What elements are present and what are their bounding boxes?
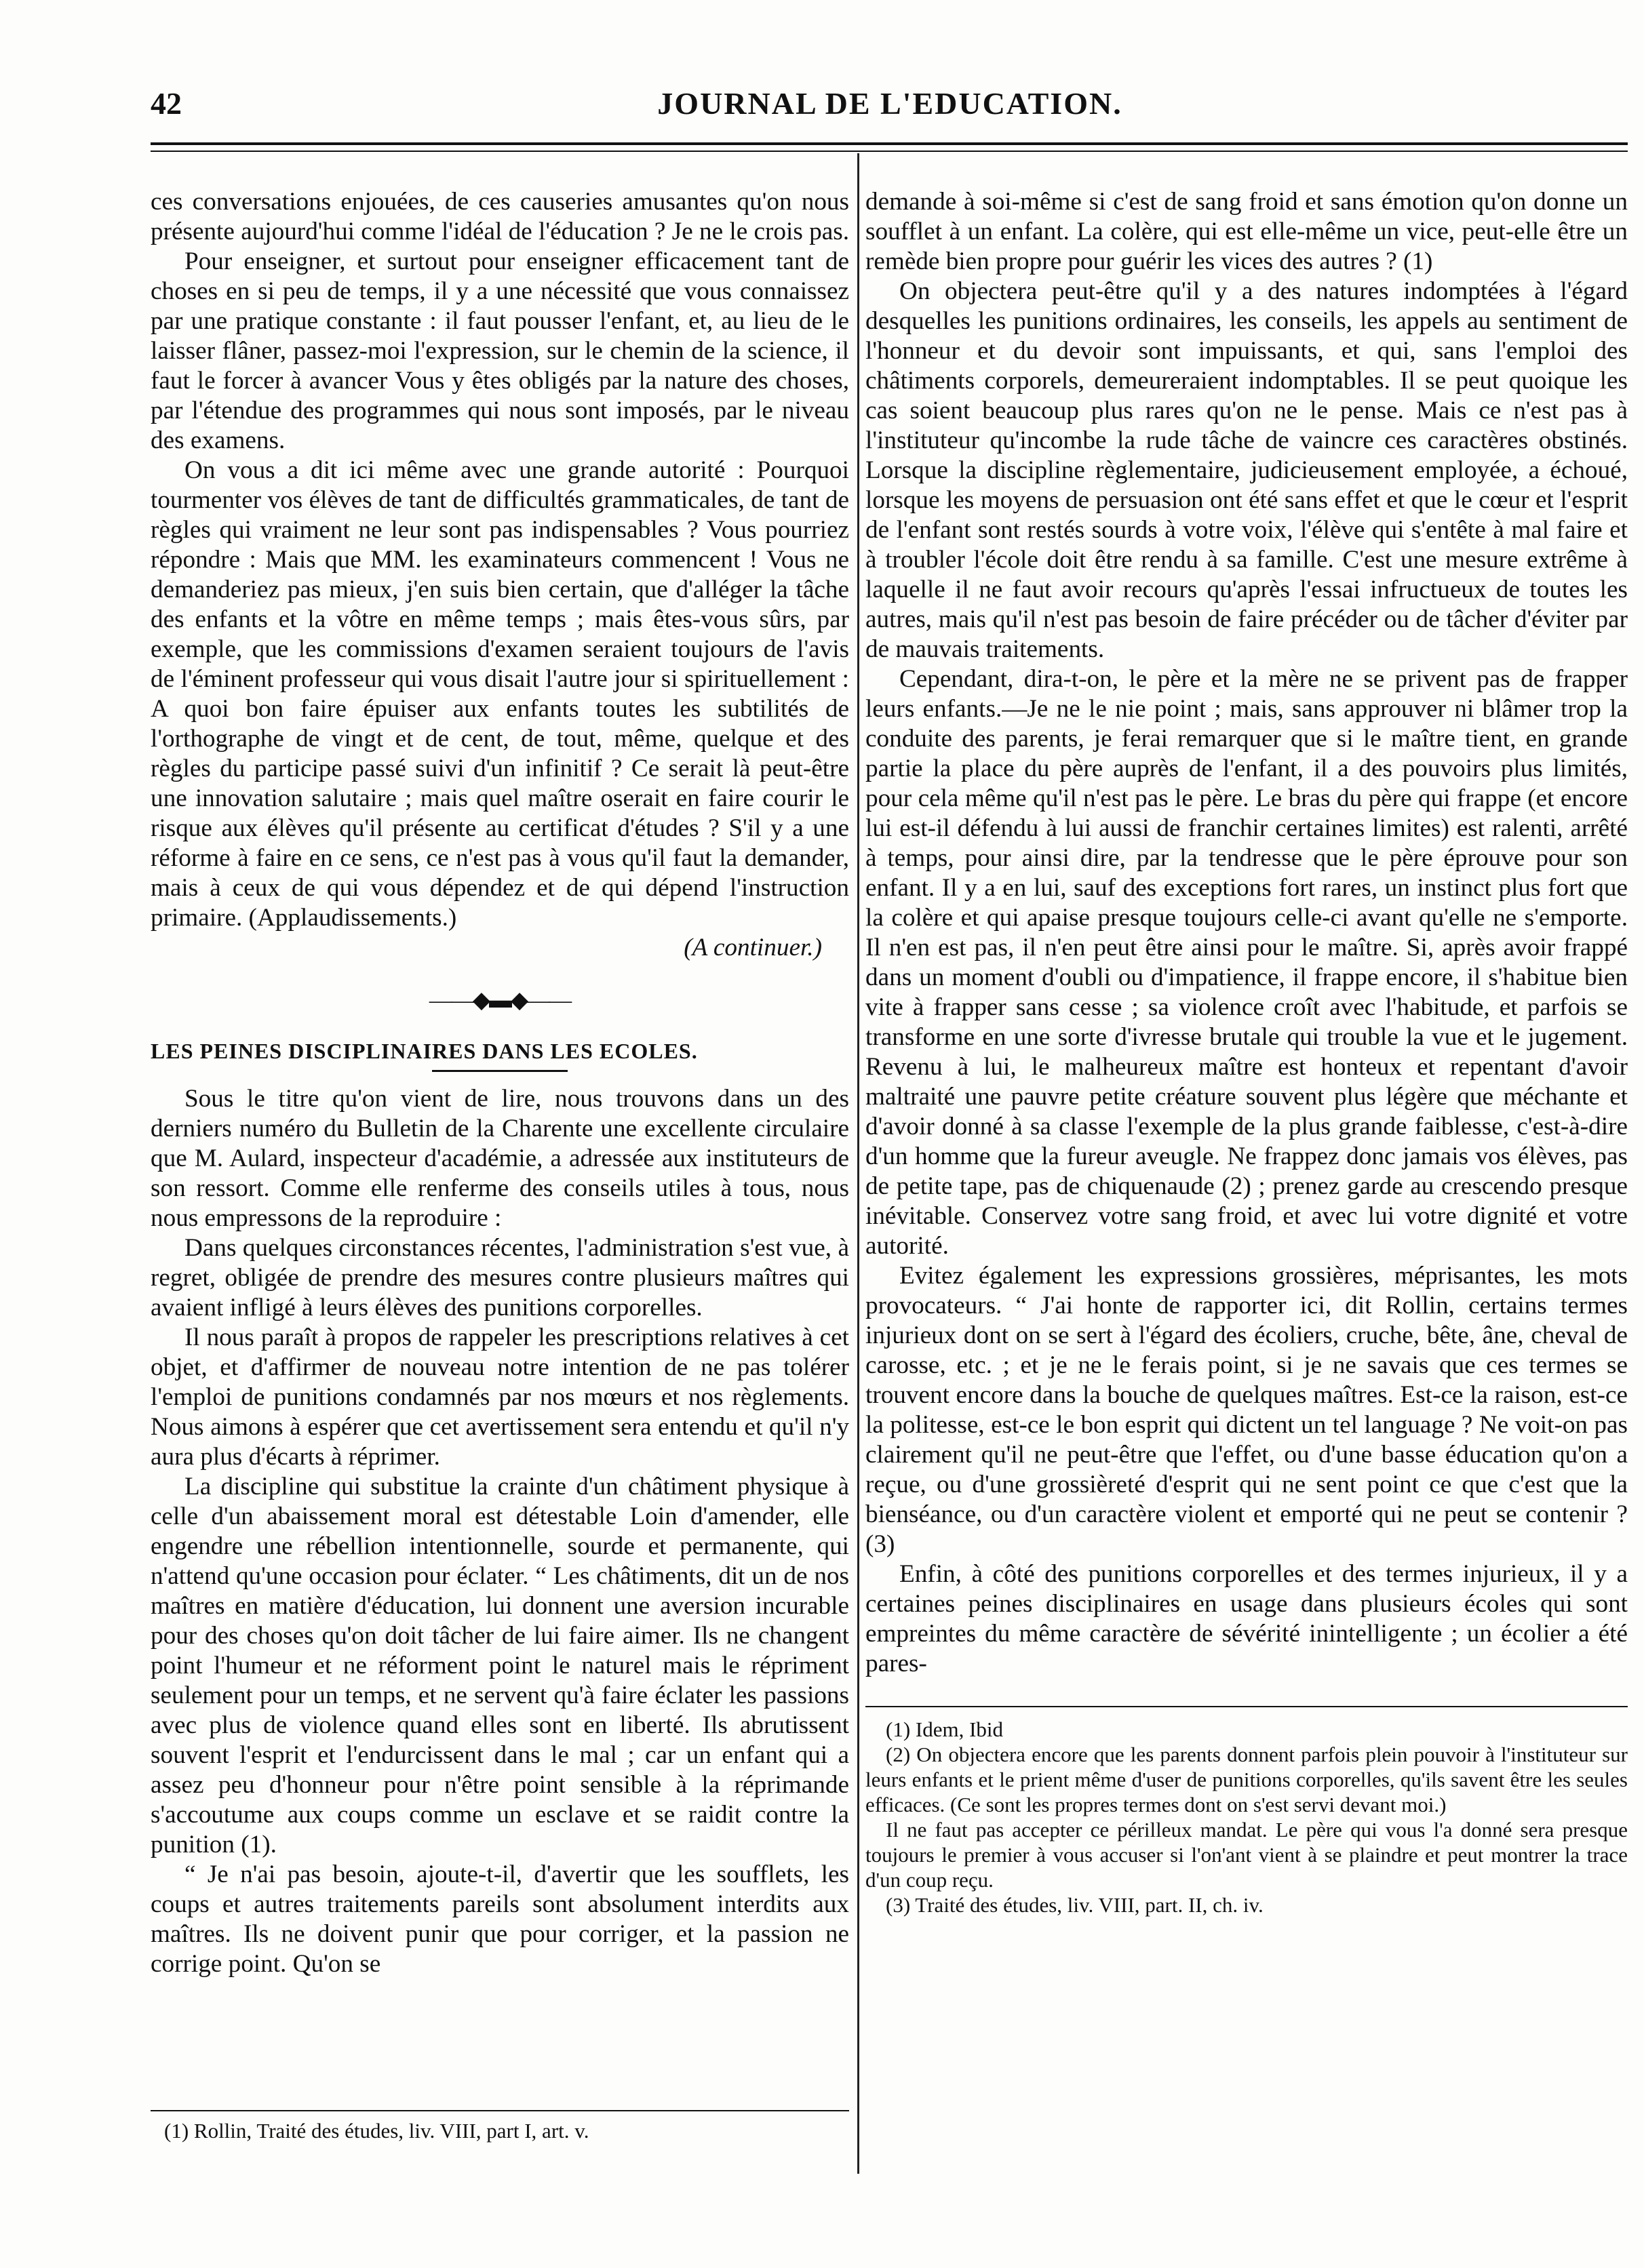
paragraph: Sous le titre qu'on vient de lire, nous trouvons dans un des derniers numéro du Bulletin de la Charente une excellente circulaire que M. Aulard, inspecteur d'académie, a adressée aux instituteurs de son ressort. Comme elle renferme des conseils utiles à tous, nous nous empressons de la reproduire : bbox=[151, 1085, 849, 1232]
paragraph: Dans quelques circonstances récentes, l'administration s'est vue, à regret, obligée de prendre des mesures contre plusieurs maîtres qui avaient infligé à leurs élèves des punitions corporelles. bbox=[151, 1234, 849, 1321]
paragraph: On vous a dit ici même avec une grande autorité : Pourquoi tourmenter vos élèves de tant de difficultés grammaticales, de tant de règles qui vraiment ne leur sont pas indispensables ? Vous pourriez répondre : Mais que MM. les examinateurs commencent ! Vous ne demanderiez pas mieux, j'en suis bien certain, que d'alléger la tâche des enfants et la vôtre en même temps ; mais êtes-vous sûrs, par exemple, que les commissions d'examen seraient toujours de l'avis de l'éminent professeur qui vous disait l'autre jour si spirituellement : A quoi bon faire épuiser aux enfants toutes les subtilités de l'orthographe de vingt et de cent, de tout, même, quelque et des règles du participe passé suivi d'un infinitif ? Ce serait là peut-être une innovation salutaire ; mais quel maître oserait en faire courir le risque aux élèves qu'il présente au certificat d'études ? S'il y a une réforme à faire en ce sens, ce n'est pas à vous qu'il faut la demander, mais à ceux de qui vous dépendez et de qui dépend l'instruction primaire. (Applaudissements.) bbox=[151, 456, 849, 932]
footnote: (2) On objectera encore que les parents donnent parfois plein pouvoir à l'instituteur sur leurs enfants et le prient même d'user de punitions corporelles, qu'ils savent être les seules efficaces. (Ce sont les propres termes dont on s'est servi devant moi.) bbox=[865, 1743, 1628, 1816]
paragraph: Pour enseigner, et surtout pour enseigner efficacement tant de choses en si peu de temps, il y a une nécessité que vous connaissez par une pratique constante : il faut pousser l'enfant, et, au lieu de le laisser flâner, passez-moi l'expression, sur le chemin de la science, il faut le forcer à avancer Vous y êtes obligés par la nature des choses, par l'étendue des programmes qui nous sont imposés, par le niveau des examens. bbox=[151, 247, 849, 454]
continuation-note: (A continuer.) bbox=[684, 934, 822, 961]
header-rule-bottom bbox=[151, 151, 1628, 152]
footnote: Il ne faut pas accepter ce périlleux mandat. Le père qui vous l'a donné sera presque toujours le premier à vous accuser si l'on'ant vient à se plaindre et peut montrer la trace d'un coup reçu. bbox=[865, 1818, 1628, 1892]
section-ornament: ——◆▬◆—— bbox=[429, 988, 571, 1013]
right-column bbox=[865, 187, 1628, 1917]
paragraph: Enfin, à côté des punitions corporelles et des termes injurieux, il y a certaines peines disciplinaires en usage dans plusieurs écoles qui sont empreintes du même caractère de sévérité inintelligente ; un écolier a été pares- bbox=[865, 1560, 1628, 1677]
footnote-text: (1) Rollin, Traité des études, liv. VIII, part I, art. v. bbox=[164, 2119, 589, 2143]
right-footnotes bbox=[865, 1706, 1628, 1917]
footnote: (3) Traité des études, liv. VIII, part. II, ch. iv. bbox=[886, 1893, 1264, 1917]
left-column bbox=[151, 187, 849, 1979]
paragraph: On objectera peut-être qu'il y a des natures indomptées à l'égard desquelles les punitions ordinaires, les conseils, les appels au sentiment de l'honneur et du devoir sont impuissants, et qui, sans l'emploi des châtiments corporels, demeureraient indomptables. Il se peut quoique les cas soient beaucoup plus rares qu'on ne le pense. Mais ce n'est pas à l'instituteur qu'incombe la rude tâche de vaincre ces caractères obstinés. Lorsque la discipline règlementaire, judicieusement employée, a échoué, lorsque les moyens de persuasion ont été sans effet et que le cœur et l'esprit de l'enfant sont restés sourds à votre voix, l'élève qui s'entête à mal faire et à troubler l'école doit être rendu à sa famille. C'est une mesure extrême à laquelle il ne faut avoir recours qu'après l'essai infructueux de toutes les autres, mais qu'il n'est pas besoin de faire précéder ou de tâcher d'éviter par de mauvais traitements. bbox=[865, 277, 1628, 663]
section-title: LES PEINES DISCIPLINAIRES DANS LES ECOLES. bbox=[151, 1039, 698, 1063]
title-rule bbox=[432, 1070, 568, 1072]
paragraph: La discipline qui substitue la crainte d'un châtiment physique à celle d'un abaissement moral est détestable Loin d'amender, elle engendre une rébellion intentionnelle, sourde et permanente, qui n'attend qu'une occasion pour éclater. “ Les châtiments, dit un de nos maîtres en matière d'éducation, lui donnent une aversion incurable pour des choses qu'on doit tâcher de lui faire aimer. Ils ne changent point l'humeur et ne réforment point le naturel mais le répriment seulement pour un temps, et ne servent qu'à faire éclater les passions avec plus de violence quand elles sont en liberté. Ils abrutissent souvent l'esprit et l'endurcissent dans le mal ; car un enfant qui a assez peu d'honneur pour n'être point sensible à la réprimande s'accoutume aux coups comme un esclave et se raidit contre la punition (1). bbox=[151, 1473, 849, 1858]
paragraph: Cependant, dira-t-on, le père et la mère ne se privent pas de frapper leurs enfants.—Je ne le nie point ; mais, sans approuver ni blâmer trop la conduite des parents, je ferai remarquer que si le maître tient, en grande partie la place du père auprès de l'enfant, il a des pouvoirs plus limités, pour cela même qu'il n'est pas le père. Le bras du père qui frappe (et encore lui est-il défendu à lui aussi de franchir certaines limites) est ralenti, arrêté à temps, pour ainsi dire, par la tendresse que le père éprouve pour son enfant. Il y a en lui, sauf des exceptions fort rares, un instinct plus fort que la colère et qui apaise presque toujours celle-ci avant qu'elle ne s'emporte. Il n'en est pas, il n'en peut être ainsi pour le maître. Si, après avoir frappé dans un moment d'oubli ou d'impatience, il frappe encore, il s'habitue bien vite à frapper sans cesse ; sa violence croît avec l'habitude, et parfois se transforme en une sorte d'ivresse brutale qui trouble la vue et le jugement. Revenu à lui, le malheureux maître est honteux et repentant d'avoir maltraité une pauvre petite créature souvent plus légère que méchante et d'avoir donné à sa classe l'exemple de la plus grande faiblesse, c'est-à-dire d'un homme que la fureur aveugle. Ne frappez donc jamais vos élèves, pas de petite tape, pas de chiquenaude (2) ; prenez garde au crescendo presque inévitable. Conservez votre sang froid, et avec lui votre dignité et votre autorité. bbox=[865, 665, 1628, 1260]
paragraph: Il nous paraît à propos de rappeler les prescriptions relatives à cet objet, et d'affirmer de nouveau notre intention de ne pas tolérer l'emploi de punitions condamnés par nos mœurs et nos règlements. Nous aimons à espérer que cet avertissement sera entendu et qu'il n'y aura plus d'écarts à réprimer. bbox=[151, 1324, 849, 1471]
column-divider bbox=[857, 153, 859, 2174]
page-header bbox=[151, 80, 1629, 134]
paragraph: demande à soi-même si c'est de sang froid et sans émotion qu'on donne un soufflet à un enfant. La colère, qui est elle-même un vice, peut-elle être un remède bien propre pour guérir les vices des autres ? (1) bbox=[865, 188, 1628, 275]
paragraph: “ Je n'ai pas besoin, ajoute-t-il, d'avertir que les soufflets, les coups et autres traitements pareils sont absolument interdits aux maîtres. Ils ne doivent punir que pour corriger, et la passion ne corrige point. Qu'on se bbox=[151, 1861, 849, 1978]
header-rule-top bbox=[151, 142, 1628, 145]
paragraph: ces conversations enjouées, de ces causeries amusantes qu'on nous présente aujourd'hui comme l'idéal de l'éducation ? Je ne le crois pas. bbox=[151, 188, 849, 245]
left-footnote bbox=[151, 2110, 849, 2144]
paragraph: Evitez également les expressions grossières, méprisantes, les mots provocateurs. “ J'ai honte de rapporter ici, dit Rollin, certains termes injurieux dont on se sert à l'égard des écoliers, cruche, bête, âne, cheval de carosse, etc. ; et je ne le ferais point, si je ne savais que ces termes se trouvent encore dans la bouche de quelques maîtres. Est-ce la raison, est-ce la politesse, est-ce le bon esprit qui dictent un tel language ? Ne voit-on pas clairement qu'il ne peut-être que l'effet, ou d'une basse éducation qu'on a reçue, ou d'une grossièreté d'esprit qui ne sent point ce que c'est que la bienséance, ou d'un caractère violent et emporté qui ne peut se contenir ? (3) bbox=[865, 1262, 1628, 1558]
footnote: (1) Idem, Ibid bbox=[886, 1717, 1004, 1741]
page-number: 42 bbox=[151, 86, 182, 121]
journal-title: JOURNAL DE L'EDUCATION. bbox=[657, 86, 1122, 121]
